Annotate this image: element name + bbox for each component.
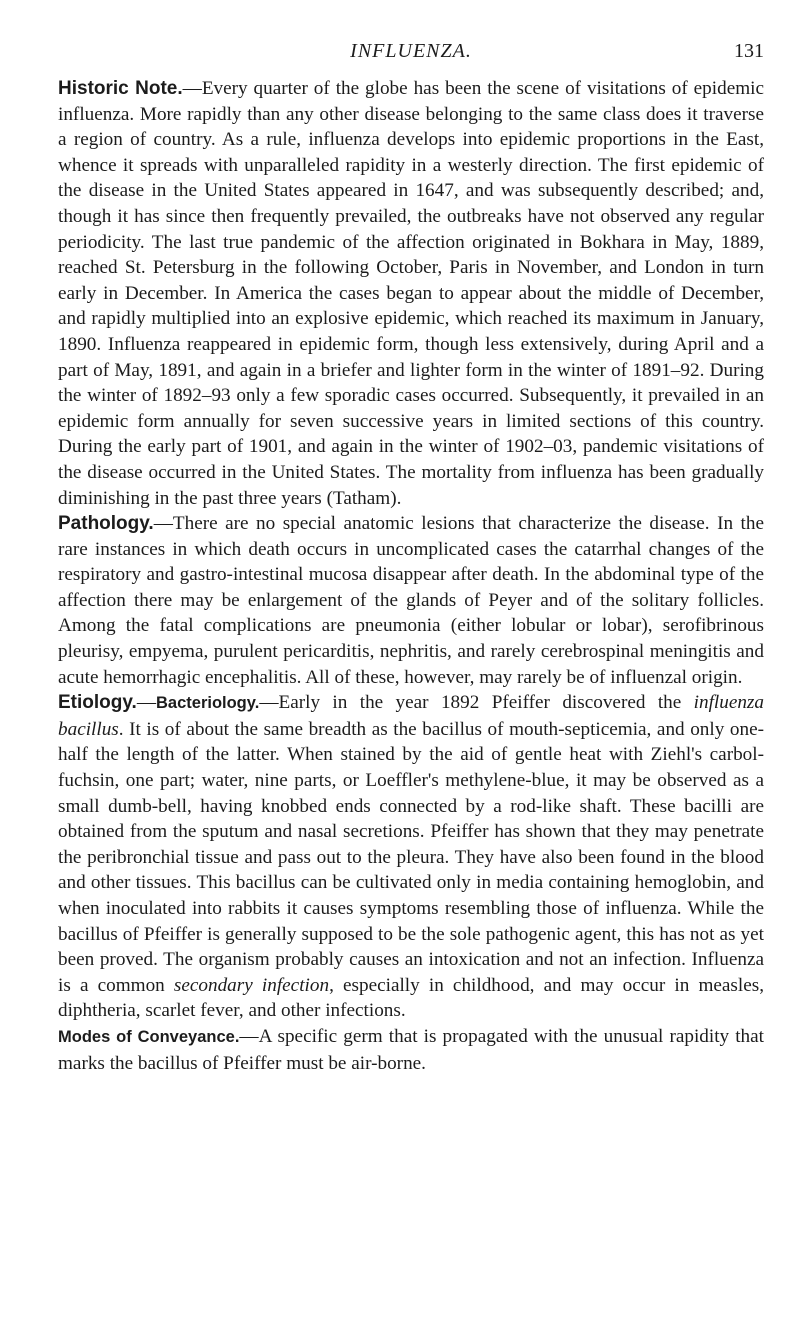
etiology-dash: — xyxy=(136,692,156,714)
historic-note-paragraph xyxy=(58,76,764,511)
book-page xyxy=(58,0,764,1076)
conveyance-paragraph xyxy=(58,1024,764,1076)
running-head xyxy=(58,40,764,76)
etiology-text-middle: . It is of about the same breadth as the bacillus of mouth-septicemia, and only one-half the length of the latter. When stained by the aid of gentle heat with Ziehl's carbol-fuchsin, one part; water, nine parts, or Loeffler's methylene-blue, it may be observed as a small dumb-bell, having knobbed ends connected by a rod-like shaft. These bacilli are obtained from the sputum and nasal secretions. Pfeiffer has shown that they may penetrate the peribronchial tissue and pass out to the pleura. They have also been found in the blood and other tissues. This bacillus can be cultivated only in media containing hemoglobin, and when inoculated into rabbits it causes symptoms resembling those of influenza. While the bacillus of Pfeiffer is generally supposed to be the sole pathogenic agent, this has not as yet been proved. The organism probably causes an intoxication and not an infection. Influenza is a common xyxy=(58,718,764,996)
bacteriology-subheading: Bacteriology. xyxy=(156,694,260,713)
influenza-bacillus-term: influenza bacillus xyxy=(58,692,764,740)
bacteriology-dash: — xyxy=(259,692,279,714)
etiology-heading: Etiology. xyxy=(58,692,137,714)
conveyance-dash: — xyxy=(239,1025,259,1047)
pathology-heading: Pathology. xyxy=(58,513,154,535)
secondary-infection-term: secondary infection xyxy=(173,974,330,996)
pathology-paragraph xyxy=(58,511,764,690)
pathology-dash: — xyxy=(153,513,173,535)
running-title: INFLUENZA. xyxy=(350,40,472,62)
page-number: 131 xyxy=(734,40,764,62)
historic-note-dash: — xyxy=(182,78,202,99)
etiology-paragraph xyxy=(58,690,764,1024)
historic-note-heading: Historic Note. xyxy=(58,78,183,99)
conveyance-text: A specific germ that is propagated with the unusual rapidity that marks the bacillus of Pfeiffer must be air-borne. xyxy=(58,1025,764,1074)
conveyance-heading: Modes of Conveyance. xyxy=(58,1027,240,1046)
etiology-text-after: , especially in childhood, and may occur in measles, diphtheria, scarlet fever, and other infections. xyxy=(58,974,765,1022)
historic-note-text: Every quarter of the globe has been the scene of visitations of epidemic influenza. More rapidly than any other disease belonging to the same class does it traverse a region of country. As a rule, influenza develops into epidemic proportions in the East, whence it spreads with unparalleled rapidity in a westerly direction. The first epidemic of the disease in the United States appeared in 1647, and was subsequently described; and, though it has since then frequently prevailed, the outbreaks have not observed any regular periodicity. The last true pandemic of the affection originated in Bokhara in May, 1889, reached St. Petersburg in the following October, Paris in November, and London in turn early in December. In America the cases began to appear about the middle of December, and rapidly multiplied into an explosive epidemic, which reached its maximum in January, 1890. Influenza reappeared in epidemic form, though less extensively, during April and a part of May, 1891, and again in a briefer and lighter form in the winter of 1891–92. During the winter of 1892–93 only a few sporadic cases occurred. Subsequently, it prevailed in an epidemic form annually for seven successive years in limited sections of this country. During the early part of 1901, and again in the winter of 1902–03, pandemic visitations of the disease occurred in the United States. The mortality from influenza has been gradually diminishing in the past three years (Tatham). xyxy=(58,78,764,509)
pathology-text: There are no special anatomic lesions that characterize the disease. In the rare instances in which death occurs in uncomplicated cases the catarrhal changes of the respiratory and gastro-intestinal mucosa disappear after death. In the abdominal type of the affection there may be enlargement of the glands of Peyer and of the solitary follicles. Among the fatal complications are pneumonia (either lobular or lobar), serofibrinous pleurisy, empyema, purulent pericarditis, nephritis, and rarely cerebrospinal meningitis and acute hemorrhagic encephalitis. All of these, however, may rarely be of influenzal origin. xyxy=(58,513,764,688)
etiology-text-before: Early in the year 1892 Pfeiffer discovered the xyxy=(278,692,694,714)
